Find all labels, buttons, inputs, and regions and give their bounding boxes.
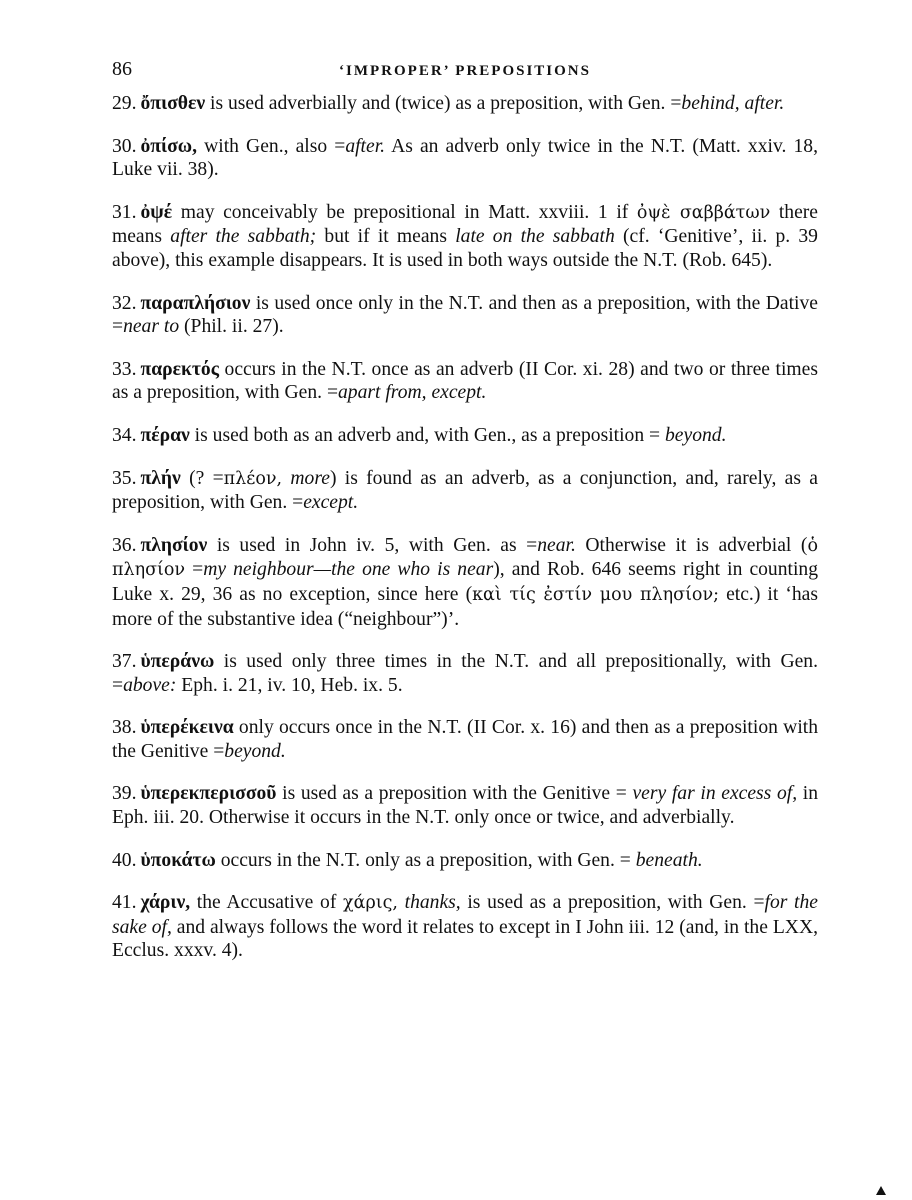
entry-text: is used adverbially and (twice) as a preposition, with Gen. = bbox=[205, 93, 682, 114]
entry-39 bbox=[112, 782, 818, 829]
entry-41 bbox=[112, 891, 818, 963]
entry-number: 40. bbox=[112, 849, 137, 871]
entry-33 bbox=[112, 358, 818, 405]
entry-text bbox=[398, 892, 405, 913]
italic-gloss: thanks, bbox=[404, 892, 461, 914]
entry-text: is used once only in the N.T. and then as a preposition, with the Dative = bbox=[112, 292, 818, 338]
entry-text: ), and Rob. 646 seems right in counting Luke x. 29, 36 as no exception, since here ( bbox=[112, 559, 819, 605]
italic-gloss: late on the sabbath bbox=[455, 226, 615, 248]
greek-term: πέραν bbox=[140, 424, 190, 446]
italic-gloss: after. bbox=[345, 135, 386, 157]
entry-text: but if it means bbox=[316, 226, 456, 248]
entry-text: is used in John iv. 5, with Gen. as = bbox=[207, 534, 538, 556]
page-body bbox=[112, 58, 818, 982]
italic-gloss: more bbox=[290, 467, 330, 489]
entry-text: is used only three times in the N.T. and all prepositionally, with Gen. = bbox=[112, 651, 818, 696]
greek-text: χάρις, bbox=[343, 893, 398, 914]
entry-34 bbox=[112, 424, 818, 448]
italic-gloss: above: bbox=[123, 674, 177, 696]
entry-text: only occurs once in the N.T. (II Cor. x. 16) and then as a preposition with the Genitive = bbox=[112, 717, 818, 762]
greek-term: χάριν, bbox=[140, 892, 191, 914]
entry-number: 41. bbox=[112, 892, 137, 914]
entry-31 bbox=[112, 201, 818, 273]
entry-list bbox=[112, 92, 818, 963]
entry-number: 34. bbox=[112, 424, 137, 446]
entry-number: 39. bbox=[112, 783, 137, 805]
entry-text: there means bbox=[112, 201, 818, 248]
entry-37 bbox=[112, 650, 818, 697]
italic-gloss: after the sabbath; bbox=[170, 226, 317, 248]
entry-38 bbox=[112, 716, 818, 763]
entry-text: is used as a preposition with the Genitive = bbox=[276, 783, 633, 805]
entry-text: occurs in the N.T. only as a preposition, with Gen. = bbox=[215, 849, 636, 871]
entry-number: 32. bbox=[112, 292, 137, 314]
entry-number: 37. bbox=[112, 651, 137, 673]
italic-gloss: except. bbox=[303, 492, 359, 514]
entry-number: 31. bbox=[112, 201, 137, 223]
greek-term: ὑπερεκπερισσοῦ bbox=[140, 783, 277, 805]
italic-gloss: beyond. bbox=[224, 740, 286, 762]
entry-number: 30. bbox=[112, 135, 137, 157]
greek-term: πλήν bbox=[140, 467, 181, 489]
corner-mark-icon bbox=[876, 1186, 886, 1195]
greek-term: ὀψέ bbox=[140, 201, 173, 223]
entry-text: As an adverb only twice in the N.T. (Matt. xxiv. 18, Luke vii. 38). bbox=[112, 135, 818, 181]
greek-term: παραπλήσιον bbox=[140, 292, 251, 314]
italic-gloss: beyond. bbox=[665, 424, 727, 446]
entry-36 bbox=[112, 534, 818, 631]
entry-text: and always follows the word it relates to except in I John iii. 12 (and, in the LXX, Ecclus. xxxv. 4). bbox=[112, 916, 819, 962]
entry-text: Otherwise it is adverbial ( bbox=[575, 534, 808, 556]
page-header bbox=[112, 58, 818, 84]
entry-35 bbox=[112, 467, 818, 515]
greek-text: καὶ τίς ἐστίν μου πλησίον; bbox=[472, 584, 720, 605]
running-title: ‘IMPROPER’ PREPOSITIONS bbox=[339, 63, 591, 79]
entry-text: is used as a preposition, with Gen. = bbox=[460, 892, 765, 914]
entry-number: 33. bbox=[112, 358, 137, 380]
italic-gloss: very far in excess of, bbox=[632, 783, 798, 805]
entry-40 bbox=[112, 849, 818, 873]
entry-number: 36. bbox=[112, 534, 137, 556]
italic-gloss: beneath. bbox=[635, 849, 703, 871]
entry-text: (cf. ‘Genitive’, ii. p. 39 above), this example disappears. It is used in both ways outside the N.T. (Rob. 645). bbox=[112, 226, 818, 271]
page-number: 86 bbox=[112, 58, 132, 80]
entry-number: 29. bbox=[112, 93, 137, 114]
greek-term: ὑπεράνω bbox=[140, 651, 215, 673]
entry-text: the Accusative of bbox=[190, 892, 344, 914]
entry-number: 35. bbox=[112, 467, 137, 489]
entry-text: Eph. i. 21, iv. 10, Heb. ix. 5. bbox=[176, 674, 403, 696]
entry-29 bbox=[112, 92, 818, 116]
entry-text: in Eph. iii. 20. Otherwise it occurs in the N.T. only once or twice, and adverbially. bbox=[112, 783, 819, 829]
italic-gloss: near to bbox=[123, 316, 180, 338]
greek-text: πλέον, bbox=[223, 468, 283, 489]
entry-text: etc.) it ‘has more of the substantive idea (“neighbour”)’. bbox=[112, 583, 819, 630]
entry-number: 38. bbox=[112, 717, 137, 739]
entry-text: ) is found as an adverb, as a conjunction, and, rarely, as a preposition, with Gen. = bbox=[112, 467, 818, 514]
entry-text: with Gen., also = bbox=[197, 135, 346, 157]
greek-term: πλησίον bbox=[140, 534, 208, 556]
italic-gloss: my neighbour—the one who is near bbox=[203, 559, 494, 581]
italic-gloss: behind, after. bbox=[681, 93, 785, 114]
entry-text: (? = bbox=[180, 467, 224, 489]
greek-term: παρεκτός bbox=[140, 358, 219, 380]
greek-term: ὑποκάτω bbox=[140, 849, 216, 871]
greek-text: ὁ πλησίον bbox=[112, 535, 818, 581]
entry-text: occurs in the N.T. once as an adverb (II Cor. xi. 28) and two or three times as a preposition, with Gen. = bbox=[112, 358, 818, 404]
italic-gloss: for the sake of, bbox=[112, 892, 818, 938]
italic-gloss: apart from, except. bbox=[338, 382, 487, 404]
greek-term: ὀπίσω, bbox=[140, 135, 197, 157]
entry-text: (Phil. ii. 27). bbox=[179, 316, 284, 338]
greek-text: ὀψὲ σαββάτων bbox=[636, 202, 771, 223]
entry-32 bbox=[112, 292, 818, 339]
italic-gloss: near. bbox=[537, 534, 576, 556]
entry-text: is used both as an adverb and, with Gen., as a preposition = bbox=[189, 424, 665, 446]
entry-text: = bbox=[185, 559, 204, 581]
entry-30 bbox=[112, 135, 818, 182]
greek-term: ὄπισθεν bbox=[140, 93, 206, 114]
entry-text: may conceivably be prepositional in Matt. xxviii. 1 if bbox=[172, 201, 637, 223]
greek-term: ὑπερέκεινα bbox=[140, 717, 234, 739]
